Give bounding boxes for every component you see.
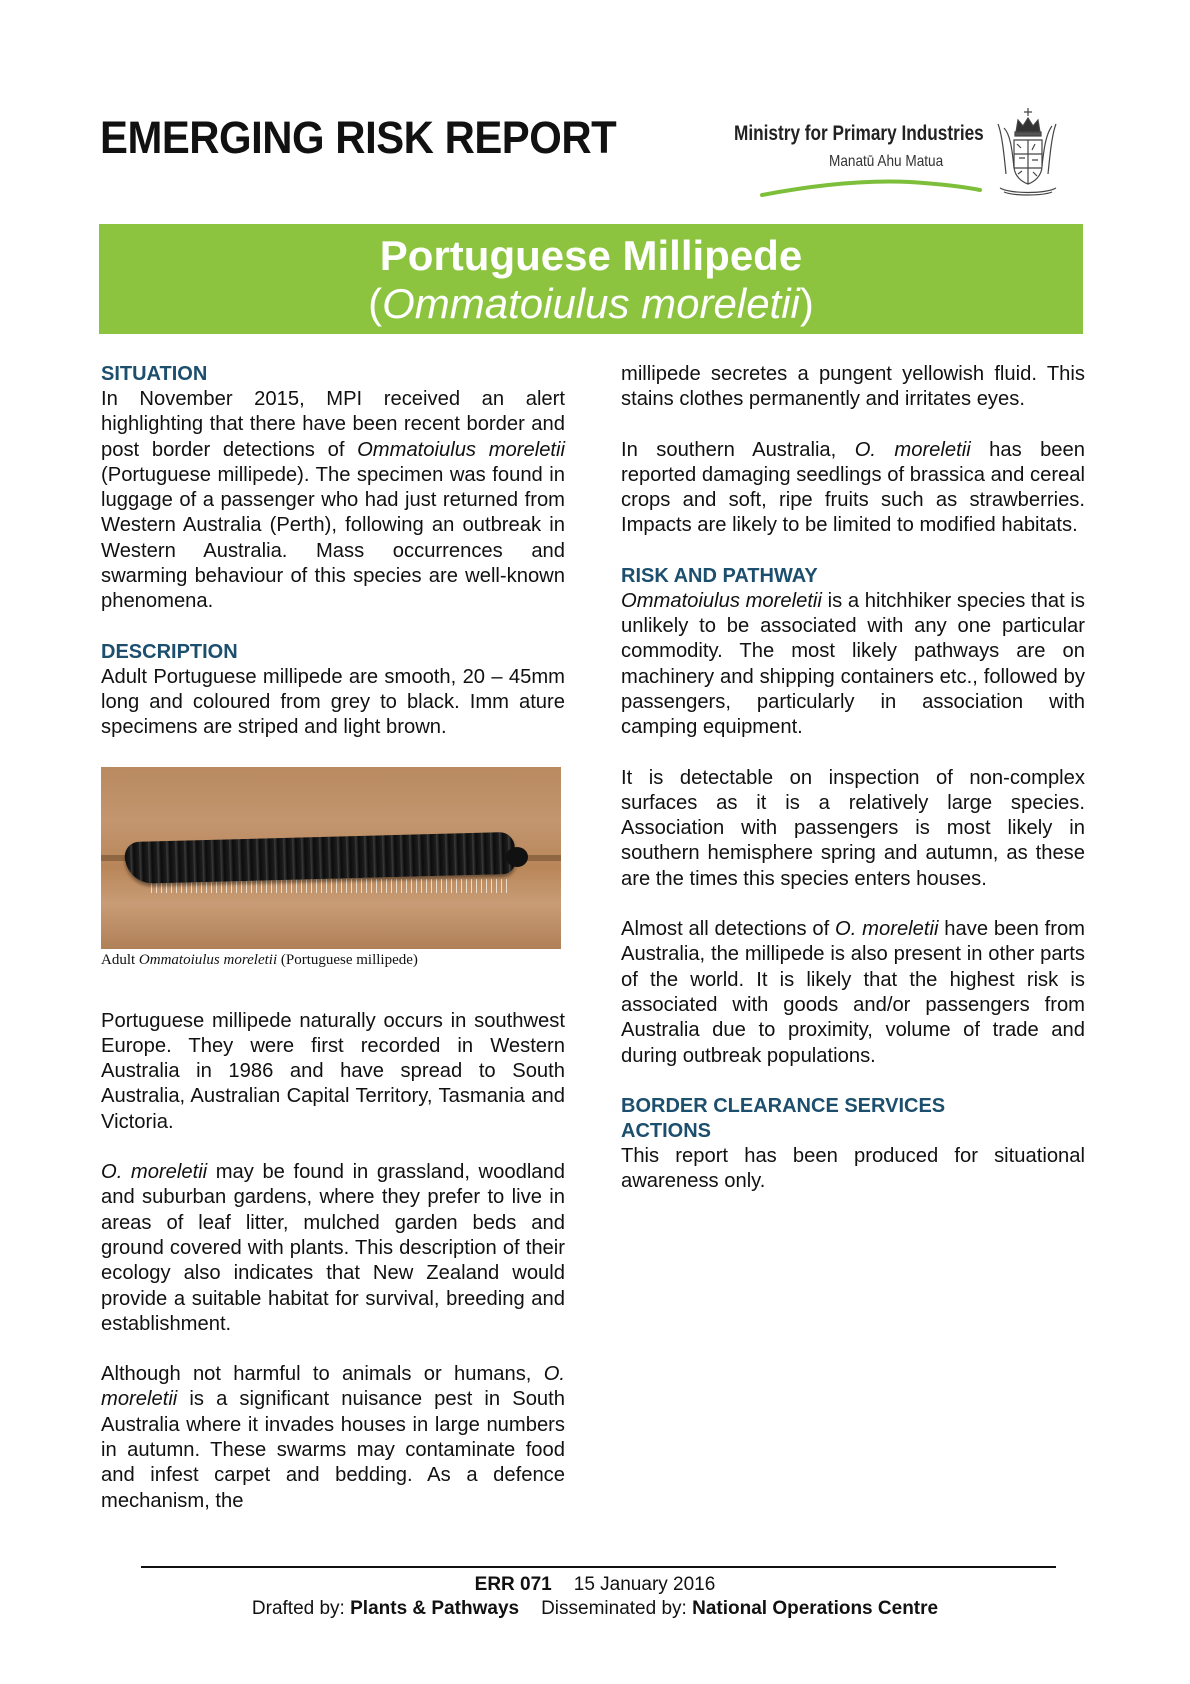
species-name: O. moreletii	[101, 1161, 208, 1184]
risk-paragraph-3	[621, 917, 1085, 1069]
description-paragraph: Adult Portuguese millipede are smooth, 20 – 45mm long and coloured from grey to black. Imm ature specimens are striped and light brown.	[101, 665, 565, 739]
mpi-swoosh-icon	[760, 176, 982, 198]
disseminated-value: National Operations Centre	[692, 1598, 939, 1619]
footer-divider	[141, 1566, 1056, 1568]
distribution-paragraph: Portuguese millipede naturally occurs in southwest Europe. They were first recorded in Western Australia in 1986 and have spread to South Australia, Australian Capital Territory, Tasmania and Victoria.	[101, 1009, 565, 1133]
disseminated-label: Disseminated by:	[541, 1598, 693, 1619]
report-title: EMERGING RISK REPORT	[100, 112, 617, 163]
risk-paragraph-2: It is detectable on inspection of non-complex surfaces as it is a relatively large species. Association with passengers is most likely in southern hemisphere spring and autumn, as these are the times this species enters houses.	[621, 766, 1085, 890]
damage-paragraph	[621, 438, 1085, 539]
title-banner	[99, 224, 1083, 334]
text-run: In November 2015, MPI received an alert highlighting that there have been recent border and post border detections of	[101, 388, 565, 461]
paren-open: (	[368, 280, 383, 327]
text-run: millipede secretes a pungent yellowish fluid. This stains clothes permanently and irritates eyes.	[621, 363, 1085, 411]
report-id: ERR 071	[474, 1574, 552, 1595]
border-actions-heading: BORDER CLEARANCE SERVICES ACTIONS	[621, 1094, 946, 1142]
text-run: (Portuguese millipede)	[277, 951, 418, 968]
right-column	[621, 362, 1085, 1219]
scientific-name: Ommatoiulus moreletii	[382, 280, 800, 327]
situation-heading: SITUATION	[101, 363, 208, 385]
text-run: (Portuguese millipede). The specimen was found in luggage of a passenger who had just returned from Western Australia (Perth), following an outbreak in Western Australia. Mass occurrences and swarming behaviour of this species are well-known phenomena.	[101, 463, 565, 613]
nuisance-paragraph	[101, 1362, 565, 1514]
species-name: Ommatoiulus moreletii	[621, 589, 822, 612]
photo-millipede-head	[506, 847, 528, 867]
photo-caption	[101, 951, 565, 969]
footer-report-line	[0, 1574, 1190, 1596]
ministry-name: Ministry for Primary Industries	[734, 122, 984, 145]
description-heading: DESCRIPTION	[101, 640, 238, 663]
species-name: Ommatoiulus moreletii	[357, 438, 565, 461]
species-name: Ommatoiulus moreletii	[138, 951, 278, 968]
nz-coat-of-arms-icon	[990, 104, 1066, 200]
text-run: have been from Australia, the millipede is also present in other parts of the world. It is likely that the highest risk is associated with goods and/or passengers from Australia due to proximity, volume of trade and during outbreak populations.	[621, 918, 1085, 1067]
species-name: O. moreletii	[835, 918, 939, 941]
paren-close: )	[799, 280, 814, 327]
common-name-title: Portuguese Millipede	[379, 232, 803, 279]
text-run: Although not harmful to animals or humans,	[101, 1363, 544, 1386]
left-column	[101, 362, 565, 1514]
species-name: O. moreletii	[101, 1363, 565, 1411]
text-run: may be found in grassland, woodland and suburban gardens, where they prefer to live in areas of leaf litter, mulched garden beds and ground covered with plants. This description of their ecology also indicates that New Zealand would provide a suitable habitat for survival, breeding and establishment.	[101, 1161, 565, 1335]
scientific-name-title	[99, 280, 1083, 328]
border-actions-paragraph: This report has been produced for situational awareness only.	[621, 1144, 1085, 1193]
drafted-label: Drafted by:	[251, 1598, 351, 1619]
risk-pathway-heading: RISK AND PATHWAY	[621, 564, 818, 587]
text-run: is a hitchhiker species that is unlikely to be associated with any one particular commodity. The most likely pathways are on machinery and shipping containers etc., followed by passengers, particularly in association with camping equipment.	[621, 589, 1085, 739]
nuisance-paragraph-continued	[621, 362, 1085, 413]
footer-credits-line	[0, 1598, 1190, 1620]
text-run: has been reported damaging seedlings of brassica and cereal crops and soft, ripe fruits such as strawberries. Impacts are likely to be limited to modified habitats.	[621, 438, 1085, 537]
habitat-paragraph	[101, 1160, 565, 1337]
report-date: 15 January 2016	[573, 1574, 716, 1595]
photo-millipede-body	[125, 831, 516, 883]
text-run: In southern Australia,	[621, 438, 855, 461]
text-run: Adult	[101, 951, 139, 968]
text-run: is a significant nuisance pest in South Australia where it invades houses in large numbers in autumn. These swarms may contaminate food and infest carpet and bedding. As a defence mechanism, the	[101, 1388, 565, 1512]
drafted-value: Plants & Pathways	[350, 1598, 520, 1619]
text-run: Almost all detections of	[621, 918, 836, 941]
species-name: O. moreletii	[854, 438, 971, 461]
ministry-maori-name: Manatū Ahu Matua	[829, 153, 944, 170]
millipede-photo	[101, 767, 561, 949]
risk-paragraph-1	[621, 589, 1085, 741]
situation-paragraph	[101, 387, 565, 615]
